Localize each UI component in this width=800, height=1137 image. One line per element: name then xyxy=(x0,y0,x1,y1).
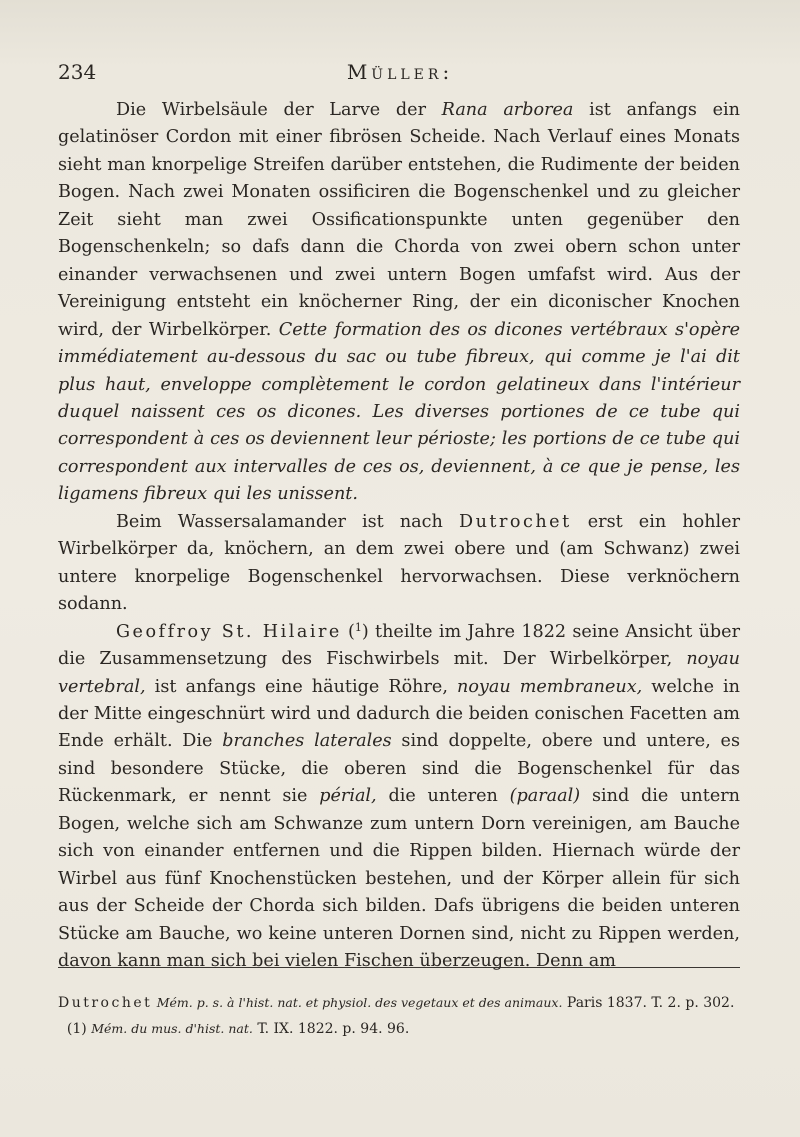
p3-term-perial: périal, xyxy=(319,786,377,807)
p3-term-branches-laterales: branches laterales xyxy=(222,731,392,752)
main-text xyxy=(58,97,740,976)
paragraph-3: Geoffroy St. Hilaire ($^1$) theilte im Jahre 1822 seine Ansicht über die Zusammensetzung des Fischwirbels mit. Der Wirbelkörper, noyau vertebral, ist anfangs eine häutige Röhre, noyau membraneux, welche in der Mitte eingeschnürt wird und dadurch die beiden conischen Facetten am Ende erhält. Die branches laterales sind doppelte, obere und untere, es sind besondere Stücke, die oberen sind die Bogenschenkel für das Rückenmark, er nennt sie périal, die unteren (paraal) sind die untern Bogen, welche sich am Schwanze zum untern Dorn vereinigen, am Bauche sich von einander entfernen und die Rippen bilden. Hiernach würde der Wirbel aus fünf Knochenstücken bestehen, und der Körper allein für sich aus der Scheide der Chorda sich bilden. Dafs übrigens die beiden unteren Stücke am Bauche, wo keine unteren Dornen sind, nicht zu Rippen werden, davon kann man sich bei vielen Fischen überzeugen. Denn am xyxy=(58,620,741,972)
page-header xyxy=(58,60,742,90)
paragraph-1 xyxy=(58,97,740,509)
p3-term-paraal: (paraal) xyxy=(509,786,581,807)
paragraph-2 xyxy=(58,509,740,619)
p3-text-d: ist anfangs eine häutige Röhre, xyxy=(145,676,457,697)
footnote-1-place-year: Paris 1837. T. 2. p. 302. xyxy=(562,995,735,1011)
p3-text-h: sind doppelte, obere und untere, es sind besondere Stücke, die oberen sind die Bogenschenkel für das Rückenmark, er nennt sie xyxy=(58,731,740,807)
p3-term-noyau-vertebral: noyau vertebral, xyxy=(58,649,740,697)
footnote-ref-1: 1 xyxy=(354,620,362,634)
p3-author-name: Geoffroy St. Hilaire xyxy=(116,621,342,642)
footnote-1 xyxy=(58,990,740,1016)
p1-text-a: Die Wirbelsäule der Larve der xyxy=(116,100,442,120)
footnote-2 xyxy=(58,1016,740,1042)
p3-text-f: welche in der Mitte eingeschnürt wird und dadurch die beiden conischen Facetten am Ende erhält. Die xyxy=(58,676,740,752)
page-number: 234 xyxy=(58,60,97,84)
p3-text-l: sind die untern Bogen, welche sich am Schwanze zum untern Dorn vereinigen, am Bauche sich von einander entfernen und die Rippen bilden. Hiernach würde der Wirbel aus fünf Knochenstücken bestehen, und der Körper allein für sich aus der Scheide der Chorda sich bilden. Dafs übrigens die beiden unteren Stücke am Bauche, wo keine unteren Dornen sind, nicht zu Rippen werden, davon kann man sich bei vielen Fischen überzeugen. Denn am xyxy=(58,786,740,972)
running-head: Müller: xyxy=(346,60,454,84)
footnote-1-author: Dutrochet xyxy=(58,995,153,1011)
p1-species-name: Rana arborea xyxy=(441,100,574,120)
p2-text-c: erst ein hohler Wirbelkörper da, knöchern, an dem zwei obere und (am Schwanz) zwei untere knorpelige Bogenschenkel hervorwachsen. Diese verknöchern sodann. xyxy=(58,511,740,615)
p3-term-noyau-membraneux: noyau membraneux, xyxy=(456,676,643,697)
p1-french-quote: Cette formation des os dicones vertébraux s'opère immédiatement au-dessous du sac ou tube fibreux, qui comme je l'ai dit plus haut, enveloppe complètement le cordon gelatineux dans l'intérieur duquel naissent ces os dicones. Les diverses portiones de ce tube qui correspondent à ces os deviennent leur périoste; les portions de ce tube qui correspondent aux intervalles de ces os, deviennent, à ce que je pense, les ligamens fibreux qui les unissent. xyxy=(58,319,740,505)
p3-text-j: die unteren xyxy=(376,786,510,807)
footnote-2-marker: (1) xyxy=(66,1021,87,1037)
p1-text-c: ist anfangs ein gelatinöser Cordon mit einer fibrösen Scheide. Nach Verlauf eines Monats sieht man knorpelige Streifen darüber entstehen, die Rudimente der beiden Bogen. Nach zwei Monaten ossificiren die Bogenschenkel und zu gleicher Zeit sieht man zwei Ossificationspunkte unten gegenüber den Bogenschenkeln; so dafs dann die Chorda von zwei obern schon unter einander verwachsenen und zwei untern Bogen umfafst wird. Aus der Vereinigung entsteht ein knöcherner Ring, der ein diconischer Knochen wird, der Wirbelkörper. xyxy=(58,100,740,340)
footnote-1-title: Mém. p. s. à l'hist. nat. et physiol. des vegetaux et des animaux. xyxy=(156,995,563,1010)
footnote-2-title: Mém. du mus. d'hist. nat. xyxy=(91,1021,253,1036)
p2-author-name: Dutrochet xyxy=(458,511,572,532)
footnotes xyxy=(58,990,740,1042)
p3-text-b: theilte im Jahre 1822 seine Ansicht über die Zusammensetzung des Fischwirbels mit. Der Wirbelkörper, xyxy=(58,621,741,670)
p2-text-a: Beim Wassersalamander ist nach xyxy=(116,511,459,532)
footnote-divider xyxy=(58,967,740,968)
footnote-2-ref: T. IX. 1822. p. 94. 96. xyxy=(252,1021,410,1037)
